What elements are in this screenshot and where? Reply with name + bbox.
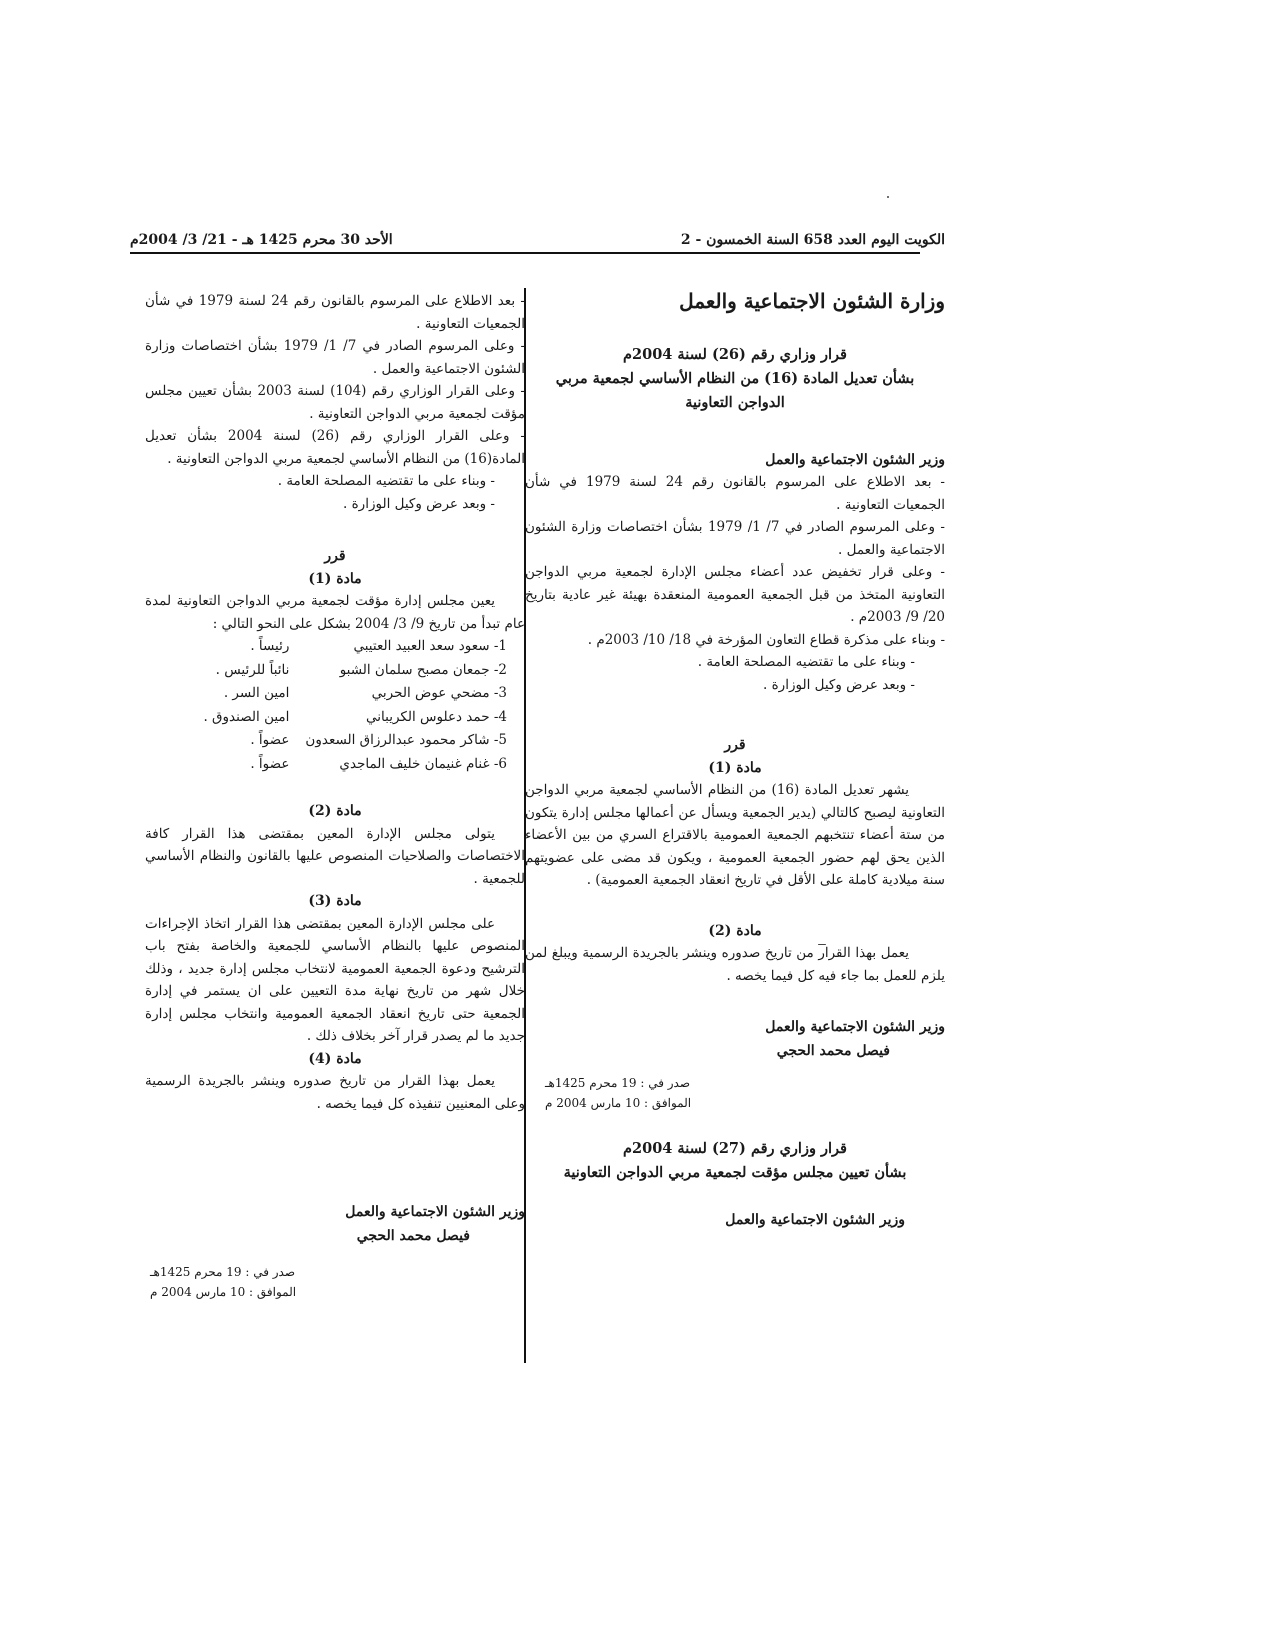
member-row <box>145 635 525 659</box>
decided-heading: قرر <box>324 548 346 564</box>
signature-title: وزير الشئون الاجتماعية والعمل <box>345 1204 525 1220</box>
member-name: 2- جمعان مصبح سلمان الشبو <box>339 661 507 678</box>
preamble-item: - بعد الاطلاع على المرسوم بالقانون رقم 24 لسنة 1979 في شأن الجمعيات التعاونية . <box>145 293 525 332</box>
article-4-heading: مادة (4) <box>308 1050 362 1067</box>
decision-26-title <box>525 343 945 415</box>
decision-title-line: الدواجن التعاونية <box>685 393 785 411</box>
member-role: عضواً . <box>250 732 290 748</box>
article-2-text: يتولى مجلس الإدارة المعين بمقتضى هذا القرار كافة الاختصاصات والصلاحيات المنصوص عليها بالقانون والنظام الأساسي للجمعية . <box>145 825 525 887</box>
left-column-signature <box>130 1200 525 1302</box>
corresponding-date: الموافق : 10 مارس 2004 م <box>150 1285 297 1299</box>
member-row <box>145 729 525 753</box>
decision-title-line: بشأن تعديل المادة (16) من النظام الأساسي لجمعية مربي <box>555 369 915 387</box>
preamble-item: - وعلى القرار الوزاري رقم (104) لسنة 2003 بشأن تعيين مجلس مؤقت لجمعية مربي الدواجن التعاونية . <box>145 383 525 422</box>
member-row <box>145 753 525 777</box>
header-rule <box>130 252 920 254</box>
preamble-item: - وعلى القرار الوزاري رقم (26) لسنة 2004 بشأن تعديل المادة(16) من النظام الأساسي لجمعية مربي الدواجن التعاونية . <box>145 428 525 467</box>
left-column <box>145 290 525 1115</box>
page-header-right: الكويت اليوم العدد 658 السنة الخمسون - 2 <box>680 232 945 248</box>
decision-title-line: قرار وزاري رقم (27) لسنة 2004م <box>623 1140 847 1157</box>
member-role: رئيساً . <box>250 638 290 654</box>
article-1-intro: يعين مجلس إدارة مؤقت لجمعية مربي الدواجن التعاونية لمدة عام تبدأ من تاريخ 9/ 3/ 2004 بشكل على النحو التالي : <box>145 593 525 632</box>
preamble-item: - وعلى المرسوم الصادر في 7/ 1/ 1979 بشأن اختصاصات وزارة الشئون الاجتماعية والعمل . <box>525 519 945 558</box>
decided-heading: قرر <box>724 737 746 753</box>
member-name: 3- مضحي عوض الحربي <box>371 685 507 701</box>
article-2-text: يعمل بهذا القرار من تاريخ صدوره وينشر بالجريدة الرسمية ويبلغ لمن يلزم للعمل بما جاء فيه كل فيما يخصه . <box>525 945 945 984</box>
preamble-item: - بعد الاطلاع على المرسوم بالقانون رقم 24 لسنة 1979 في شأن الجمعيات التعاونية . <box>525 474 945 513</box>
minister-heading: وزير الشئون الاجتماعية والعمل <box>765 451 945 468</box>
article-1-heading: مادة (1) <box>708 759 762 776</box>
preamble-item: - وعلى المرسوم الصادر في 7/ 1/ 1979 بشأن اختصاصات وزارة الشئون الاجتماعية والعمل . <box>145 338 526 377</box>
member-name: 5- شاكر محمود عبدالرزاق السعدون <box>305 732 507 748</box>
member-row <box>145 706 525 730</box>
member-role: امين السر . <box>223 685 290 701</box>
member-row <box>145 659 525 683</box>
decision-27-title <box>525 1137 945 1185</box>
ministry-title: وزارة الشئون الاجتماعية والعمل <box>679 289 945 313</box>
article-2-heading: مادة (2) <box>708 922 762 939</box>
signature-name: فيصل محمد الحجي <box>776 1043 890 1059</box>
preamble-item: - وعلى قرار تخفيض عدد أعضاء مجلس الإدارة لجمعية مربي الدواجن التعاونية المتخذ من قبل الجمعية العمومية المنعقدة بهيئة غير عادية بتاريخ 20/ 9/ 2003م . <box>525 564 945 625</box>
decision-title-line: بشأن تعيين مجلس مؤقت لجمعية مربي الدواجن التعاونية <box>563 1164 907 1181</box>
article-3-text: على مجلس الإدارة المعين بمقتضى هذا القرار اتخاذ الإجراءات المنصوص عليها بالنظام الأساسي للجمعية والخاصة بفتح باب الترشيح ودعوة الجمعية العمومية لانتخاب مجلس إدارة جديد ، وذلك خلال شهر من تاريخ نهاية مدة التعيين على ان يستمر في إدارة الجمعية حتى تاريخ انعقاد الجمعية العمومية وانتخاب مجلس إدارة جديد ما لم يصدر قرار آخر بخلاف ذلك . <box>145 915 525 1044</box>
member-role: امين الصندوق . <box>203 708 290 725</box>
member-role: عضواً . <box>250 755 290 772</box>
preamble-item: - وبناء على مذكرة قطاع التعاون المؤرخة في 18/ 10/ 2003م . <box>587 631 945 648</box>
minister-heading: وزير الشئون الاجتماعية والعمل <box>725 1212 905 1228</box>
preamble-item: - وبناء على ما تقتضيه المصلحة العامة . <box>697 654 915 670</box>
corresponding-date: الموافق : 10 مارس 2004 م <box>545 1096 692 1110</box>
signature-name: فيصل محمد الحجي <box>356 1228 470 1244</box>
preamble-item: - وبعد عرض وكيل الوزارة . <box>763 676 915 693</box>
article-1-text: يشهر تعديل المادة (16) من النظام الأساسي لجمعية مربي الدواجن التعاونية ليصبح كالتالي (يدير الجمعية ويسأل عن أعمالها مجلس إدارة يتكون من ستة أعضاء تنتخبهم الجمعية العمومية بالاقتراع السري من بين الأعضاء الذين يحق لهم حضور الجمعية العمومية ، ويكون قد مضى على عضويتهم سنة ميلادية كاملة على الأقل في تاريخ انعقاد الجمعية العمومية) . <box>525 782 945 888</box>
member-name: 4- حمد دعلوس الكريباني <box>366 708 507 725</box>
member-name: 6- غنام غنيمان خليف الماجدي <box>339 755 507 772</box>
scan-speck <box>887 196 889 198</box>
preamble-item: - وبعد عرض وكيل الوزارة . <box>343 495 495 512</box>
right-column <box>525 290 945 1232</box>
issued-date: صدر في : 19 محرم 1425هـ <box>150 1265 296 1279</box>
member-name: 1- سعود سعد العبيد العتيبي <box>353 638 507 654</box>
issued-date: صدر في : 19 محرم 1425هـ <box>545 1076 691 1090</box>
signature-title: وزير الشئون الاجتماعية والعمل <box>765 1019 945 1035</box>
page-header-left: الأحد 30 محرم 1425 هـ - 21/ 3/ 2004م <box>130 232 393 248</box>
members-table <box>145 635 525 776</box>
decision-title-line: قرار وزاري رقم (26) لسنة 2004م <box>623 345 847 363</box>
article-2-heading: مادة (2) <box>308 803 362 819</box>
member-row <box>145 682 525 706</box>
member-role: نائباً للرئيس . <box>215 661 290 678</box>
article-4-text: يعمل بهذا القرار من تاريخ صدوره وينشر بالجريدة الرسمية وعلى المعنيين تنفيذه كل فيما يخصه . <box>145 1073 525 1112</box>
article-1-heading: مادة (1) <box>308 570 362 587</box>
article-3-heading: مادة (3) <box>308 893 362 909</box>
preamble-item: - وبناء على ما تقتضيه المصلحة العامة . <box>277 473 495 489</box>
